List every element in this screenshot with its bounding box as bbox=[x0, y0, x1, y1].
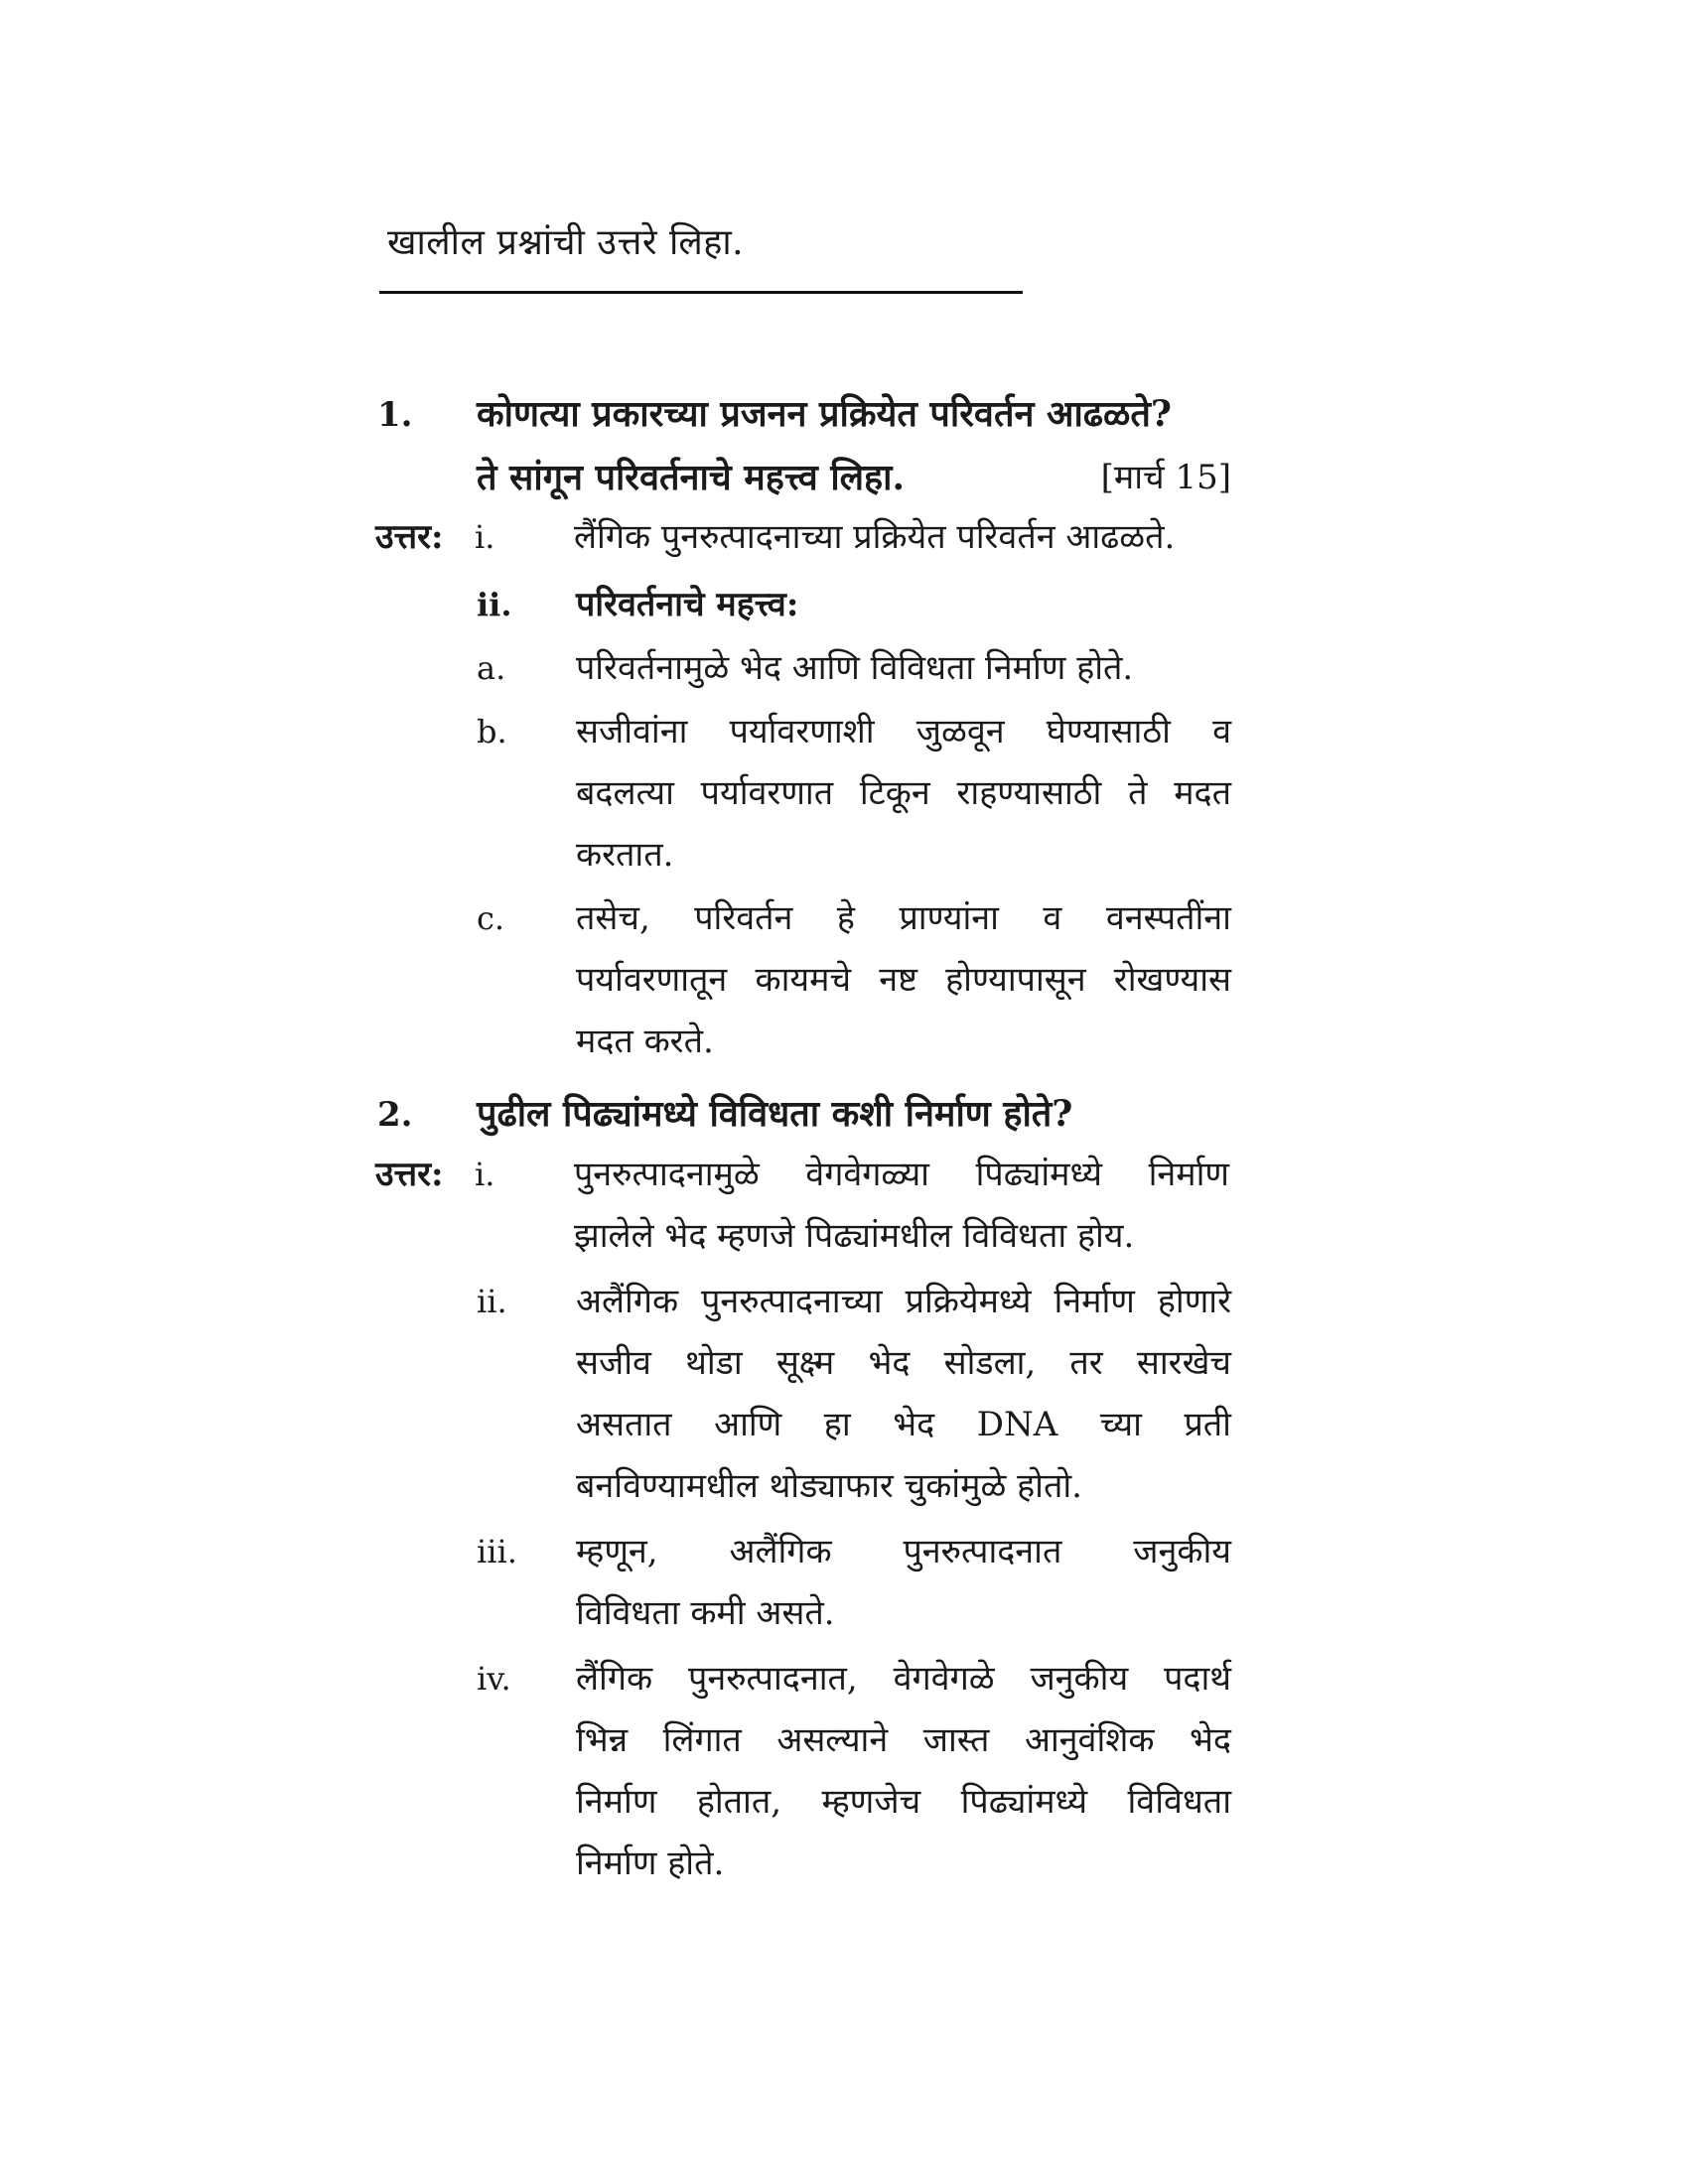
text-line: म्हणून, अलैंगिक पुनरुत्पादनात जनुकीय bbox=[576, 1532, 1231, 1571]
point-text: लैंगिक पुनरुत्पादनाच्या प्रक्रियेत परिवर्तन आढळते. bbox=[574, 517, 1176, 557]
point-number: iv. bbox=[477, 1660, 511, 1698]
question-text bbox=[477, 382, 1231, 509]
exam-reference: [मार्च 15] bbox=[1100, 458, 1231, 497]
question-1 bbox=[377, 382, 1231, 509]
question-2 bbox=[377, 1082, 1231, 1146]
instruction-heading: खालील प्रश्नांची उत्तरे लिहा. bbox=[387, 222, 745, 263]
text-line: निर्माण होते. bbox=[576, 1843, 725, 1883]
answer-label: उत्तर: bbox=[375, 517, 444, 557]
text-line: लैंगिक पुनरुत्पादनात, वेगवेगळे जनुकीय पदार्थ bbox=[576, 1659, 1231, 1699]
text-line: सजीव थोडा सूक्ष्म भेद सोडला, तर सारखेच bbox=[576, 1343, 1231, 1383]
sub-point-letter: a. bbox=[477, 649, 506, 687]
point-text bbox=[576, 1648, 1231, 1894]
text-line: मदत करते. bbox=[576, 1022, 714, 1061]
question-line: पुढील पिढ्यांमध्ये विविधता कशी निर्माण होते? bbox=[477, 1093, 1073, 1135]
sub-point-text: परिवर्तनामुळे भेद आणि विविधता निर्माण होते. bbox=[576, 648, 1134, 688]
answer-label: उत्तर: bbox=[375, 1155, 444, 1194]
point-number: ii. bbox=[477, 586, 512, 623]
sub-point-letter: b. bbox=[477, 713, 507, 751]
answer-1 bbox=[377, 506, 1231, 1072]
text-line: पुनरुत्पादनामुळे वेगवेगळ्या पिढ्यांमध्ये निर्माण bbox=[574, 1155, 1229, 1194]
sub-point-text bbox=[576, 887, 1231, 1072]
question-line: कोणत्या प्रकारच्या प्रजनन प्रक्रियेत परिवर्तन आढळते? bbox=[477, 393, 1173, 435]
text-line: बनविण्यामधील थोड्याफार चुकांमुळे होतो. bbox=[576, 1466, 1082, 1506]
point-heading: परिवर्तनाचे महत्त्व: bbox=[576, 585, 799, 624]
answer-2 bbox=[377, 1144, 1231, 1894]
question-text bbox=[477, 1082, 1231, 1146]
point-text bbox=[576, 1271, 1231, 1517]
text-line: विविधता कमी असते. bbox=[576, 1593, 835, 1633]
underline-divider bbox=[379, 291, 1023, 294]
sub-point-text bbox=[576, 701, 1231, 886]
sub-point-letter: c. bbox=[477, 899, 505, 937]
text-line: अलैंगिक पुनरुत्पादनाच्या प्रक्रियेमध्ये निर्माण होणारे bbox=[576, 1282, 1231, 1321]
point-number: i. bbox=[475, 1156, 495, 1193]
text-line: पर्यावरणातून कायमचे नष्ट होण्यापासून रोखण्यास bbox=[576, 960, 1231, 1000]
question-number: 1. bbox=[377, 395, 413, 435]
text-line: करतात. bbox=[576, 835, 674, 875]
question-line-text: ते सांगून परिवर्तनाचे महत्त्व लिहा. bbox=[477, 457, 906, 498]
text-line: झालेले भेद म्हणजे पिढ्यांमधील विविधता होय. bbox=[574, 1216, 1135, 1256]
text-line: सजीवांना पर्यावरणाशी जुळवून घेण्यासाठी व bbox=[576, 712, 1231, 751]
question-number: 2. bbox=[377, 1095, 413, 1135]
text-line: बदलत्या पर्यावरणात टिकून राहण्यासाठी ते मदत bbox=[576, 773, 1231, 813]
point-number: i. bbox=[475, 518, 495, 556]
text-line: तसेच, परिवर्तन हे प्राण्यांना व वनस्पतींना bbox=[576, 898, 1231, 938]
question-line bbox=[477, 446, 1231, 509]
text-line: निर्माण होतात, म्हणजेच पिढ्यांमध्ये विविधता bbox=[576, 1782, 1231, 1822]
text-line: भिन्न लिंगात असल्याने जास्त आनुवंशिक भेद bbox=[576, 1720, 1231, 1760]
point-text bbox=[576, 1521, 1231, 1644]
point-number: iii. bbox=[477, 1533, 517, 1570]
point-number: ii. bbox=[477, 1283, 507, 1320]
text-line: असतात आणि हा भेद DNA च्या प्रती bbox=[576, 1405, 1231, 1444]
point-text bbox=[574, 1144, 1229, 1267]
